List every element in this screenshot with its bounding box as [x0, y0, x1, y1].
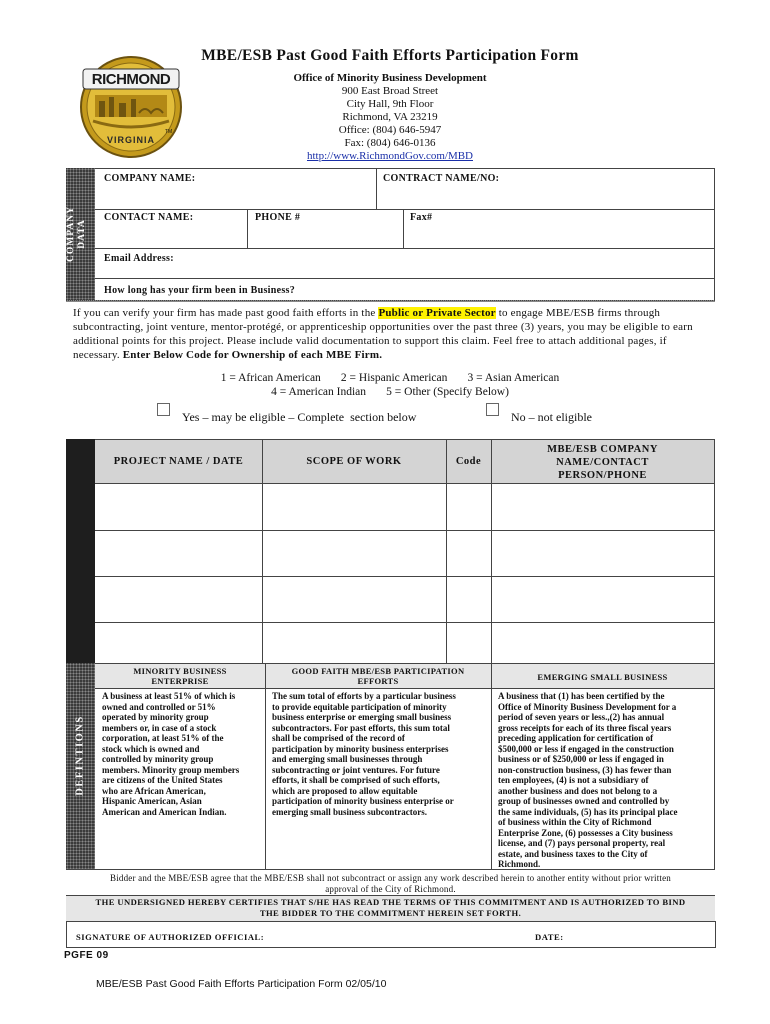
col4-line1: MBE/ESB COMPANY — [547, 444, 658, 455]
page-title: MBE/ESB Past Good Faith Efforts Participation Form — [201, 47, 579, 64]
intro-paragraph — [73, 306, 713, 362]
gfe-line: efforts, it shall be comprised of such efforts, — [272, 775, 440, 785]
project-row-1[interactable] — [96, 484, 714, 529]
gfe-line: to provide equitable participation of minority — [272, 701, 447, 712]
gfe-line: business enterprise or emerging small business — [272, 712, 452, 722]
esb-line: group of businesses owned and controlled by — [498, 796, 670, 806]
esb-title: EMERGING SMALL BUSINESS — [537, 672, 668, 682]
col4-line2: NAME/CONTACT — [556, 457, 649, 468]
mbe-title-line1: MINORITY BUSINESS — [133, 666, 227, 676]
esb-line: estate, and business taxes to the City of — [498, 848, 648, 859]
gfe-line: emerging small business subcontractors. — [272, 806, 427, 817]
phone-field[interactable]: PHONE # — [255, 212, 301, 223]
company-label-line2: DATA — [77, 219, 87, 249]
certification-line1: THE UNDERSIGNED HEREBY CERTIFIES THAT S/HE HAS READ THE TERMS OF THIS COMMITMENT AND IS AUTHORIZED TO BIND — [95, 897, 686, 907]
address-city: Richmond, VA 23219 — [342, 111, 438, 123]
project-row-4[interactable] — [96, 623, 714, 662]
mbe-line: Hispanic American, Asian — [102, 796, 202, 806]
esb-line: of business within the City of Richmond — [498, 817, 652, 827]
gfe-line: and emerging small businesses through — [272, 754, 423, 764]
mbe-line: operated by minority group — [102, 712, 209, 722]
col-project-name: PROJECT NAME / DATE — [113, 456, 244, 467]
project-row-2[interactable] — [96, 531, 714, 575]
mbe-line: American and American Indian. — [102, 806, 227, 817]
logo-trademark: TM — [165, 129, 173, 135]
city-logo — [79, 55, 183, 159]
sector-highlight: Public or Private Sector — [378, 307, 496, 319]
no-option-label: No – not eligible — [511, 410, 592, 424]
company-name-field[interactable]: COMPANY NAME: — [104, 173, 196, 184]
mbe-line: are citizens of the United States — [102, 775, 223, 785]
esb-line: ten employees, (4) is not a subsidiary of — [498, 775, 649, 785]
mbe-line: A business at least 51% of which is — [102, 691, 236, 701]
esb-definition — [498, 691, 713, 870]
col4-line3: PERSON/PHONE — [558, 470, 647, 481]
yes-checkbox[interactable] — [157, 403, 170, 416]
email-field[interactable]: Email Address: — [104, 253, 174, 264]
company-data-label — [66, 174, 94, 294]
mbe-line: members. Minority group members — [102, 764, 240, 775]
website-link[interactable]: http://www.RichmondGov.com/MBD — [306, 150, 473, 162]
col-code: Code — [455, 456, 482, 467]
yes-option-label: Yes – may be eligible – Complete section below — [182, 410, 417, 424]
agreement-line1: Bidder and the MBE/ESB agree that the MBE/ESB shall not subcontract or assign any work described herein to another entity without prior written — [110, 873, 671, 883]
project-row-3[interactable] — [96, 577, 714, 621]
company-label-line1: COMPANY — [66, 206, 76, 262]
url-wrap — [240, 150, 540, 162]
logo-text-bottom: VIRGINIA — [106, 135, 155, 145]
gfe-line: participation of minority business enterprise or — [272, 796, 454, 806]
years-in-business-field[interactable]: How long has your firm been in Business? — [104, 285, 296, 296]
agreement-line2: approval of the City of Richmond. — [325, 884, 456, 894]
mbe-line: stock which is owned and — [102, 743, 200, 754]
esb-line: Office of Minority Business Development for a — [498, 701, 677, 712]
gfe-definition — [272, 691, 490, 817]
gfe-line: The sum total of efforts by a particular business — [272, 691, 456, 701]
office-name: Office of Minority Business Development — [293, 72, 487, 84]
mbe-line: corporation, at least 51% of the — [102, 733, 224, 743]
address-floor: City Hall, 9th Floor — [346, 98, 434, 110]
esb-line: business or of $250,000 or less if engaged in — [498, 754, 664, 764]
gfe-line: subcontracting or joint ventures. For future — [272, 764, 440, 775]
definitions-label: DEFINTIONS — [74, 715, 86, 796]
mbe-title — [95, 666, 265, 686]
projects-sidebar — [66, 439, 95, 663]
esb-line: Enterprise Zone, (6) possesses a City business — [498, 827, 673, 838]
gfe-line: which are proposed to allow equitable — [272, 785, 418, 796]
esb-line: $500,000 or less if engaged in the construction — [498, 743, 674, 754]
no-checkbox[interactable] — [486, 403, 499, 416]
col-company-contact — [491, 443, 714, 482]
esb-line: preceding application for certification of — [498, 733, 654, 743]
certification-line2: THE BIDDER TO THE COMMITMENT HEREIN SET FORTH. — [259, 908, 522, 918]
agreement-text — [70, 873, 711, 895]
intro-text-after: to engage MBE/ESB firms through subcontracting, joint venture, mentor-protégé, or apprenticeship opportunities over the past three (3) years, you may be eligible to earn additional points for this project. Please include valid documentation to support this claim. Feel free to attach additional pages, if necessary. — [73, 307, 693, 361]
esb-line: non-construction business, (3) has fewer than — [498, 764, 672, 775]
mbe-definition — [102, 691, 264, 817]
contact-name-field[interactable]: CONTACT NAME: — [104, 212, 194, 223]
esb-line: A business that (1) has been certified by the — [498, 691, 665, 701]
certification-text — [70, 897, 711, 919]
ownership-codes-line2: 4 = American Indian 5 = Other (Specify Below) — [271, 386, 509, 398]
office-fax: Fax: (804) 646-0136 — [344, 137, 436, 149]
mbe-line: owned and controlled or 51% — [102, 701, 216, 712]
mbe-line: who are African American, — [102, 785, 206, 796]
col-scope-of-work: SCOPE OF WORK — [306, 456, 402, 467]
gfe-title-line1: GOOD FAITH MBE/ESB PARTICIPATION — [291, 666, 465, 676]
gfe-title-line2: EFFORTS — [357, 676, 399, 686]
mbe-title-line2: ENTERPRISE — [151, 676, 209, 686]
office-phone: Office: (804) 646-5947 — [338, 124, 442, 136]
intro-instruction: Enter Below Code for Ownership of each MBE Firm. — [122, 349, 383, 361]
mbe-line: members or, in case of a stock — [102, 722, 217, 733]
contract-no-field[interactable]: CONTRACT NAME/NO: — [383, 173, 500, 184]
gfe-line: shall be comprised of the record of — [272, 733, 405, 743]
esb-line: the same individuals, (5) has its principal place — [498, 806, 678, 817]
esb-line: another business and does not belong to a — [498, 785, 658, 796]
gfe-line: subcontractors. For past efforts, this sum total — [272, 722, 450, 733]
mbe-line: controlled by minority group — [102, 754, 214, 764]
gfe-line: participation by minority business enterprises — [272, 743, 449, 754]
esb-line: Richmond. — [498, 859, 541, 869]
logo-text-top: RICHMOND — [91, 71, 171, 88]
gfe-title — [265, 666, 491, 686]
esb-line: license, and (7) pays personal property, real — [498, 838, 666, 848]
signature-field[interactable]: SIGNATURE OF AUTHORIZED OFFICIAL: — [76, 932, 265, 942]
esb-line: period of seven years or less.,(2) has annual — [498, 712, 665, 722]
fax-field[interactable]: Fax# — [410, 212, 433, 223]
form-code: PGFE 09 — [64, 950, 109, 961]
esb-line: gross receipts for each of its three fiscal years — [498, 722, 672, 733]
form-caption: MBE/ESB Past Good Faith Efforts Participation Form 02/05/10 — [96, 978, 387, 990]
date-field[interactable]: DATE: — [535, 932, 564, 942]
address-street: 900 East Broad Street — [341, 85, 439, 97]
ownership-codes-line1: 1 = African American 2 = Hispanic American 3 = Asian American — [220, 372, 560, 384]
intro-text-before: If you can verify your firm has made past good faith efforts in the — [73, 307, 379, 319]
